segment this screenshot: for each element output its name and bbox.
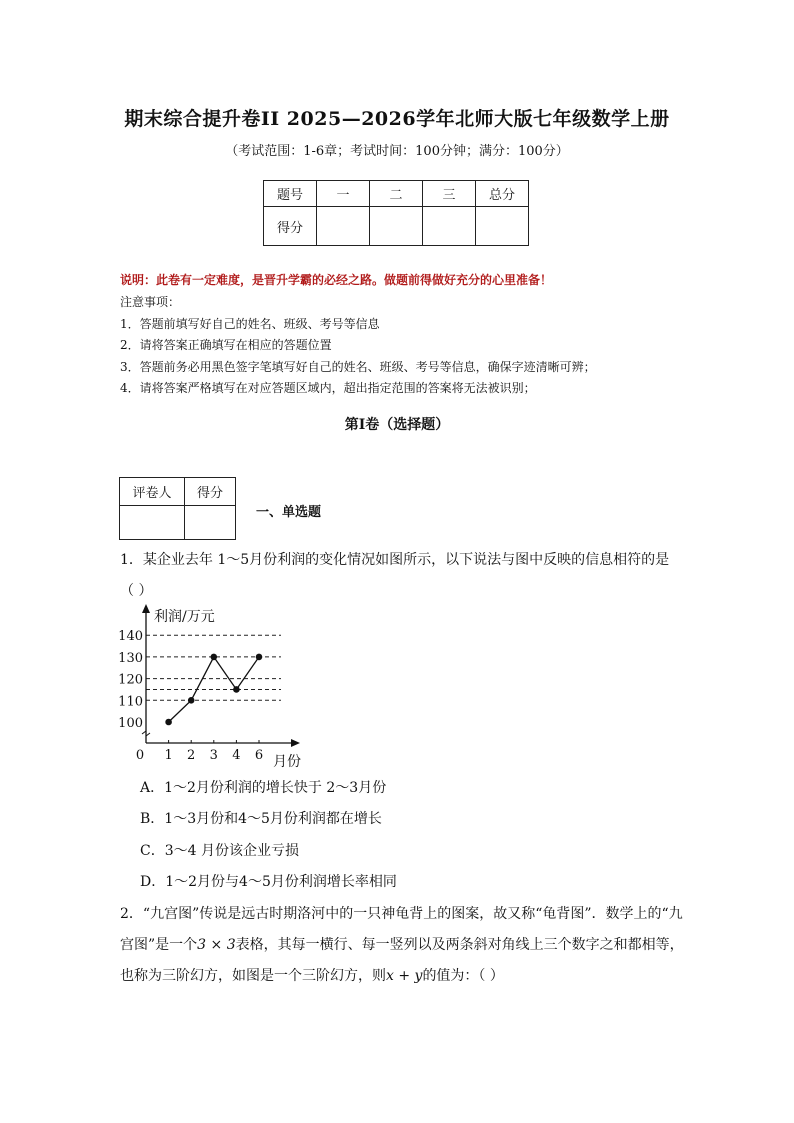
score-header-part3: 三 bbox=[423, 181, 476, 207]
y-axis-label: 利润/万元 bbox=[154, 609, 215, 625]
data-point bbox=[211, 654, 218, 661]
x-tick-label: 6 bbox=[254, 748, 264, 763]
question-1-stem: 1．某企业去年 1～5月份利润的变化情况如图所示，以下说法与图中反映的信息相符的是 bbox=[120, 552, 670, 568]
q2-text: 宫图”是一个 bbox=[120, 937, 198, 953]
profit-line-chart bbox=[118, 600, 308, 775]
score-cell[interactable] bbox=[370, 207, 423, 246]
y-tick-label: 140 bbox=[118, 629, 143, 645]
q2-text: 的值为：（ ） bbox=[422, 968, 504, 984]
q2-text: 也称为三阶幻方，如图是一个三阶幻方，则 bbox=[120, 968, 386, 984]
score-cell[interactable] bbox=[423, 207, 476, 246]
grader-header: 评卷人 bbox=[120, 478, 185, 506]
instructions bbox=[120, 292, 596, 400]
instruction-item: 2．请将答案正确填写在相应的答题位置 bbox=[120, 338, 332, 352]
grader-cell[interactable] bbox=[185, 506, 236, 540]
question-2-line-2 bbox=[120, 934, 684, 954]
x-tick-label: 3 bbox=[209, 748, 218, 763]
question-1-answer-blank: （ ） bbox=[120, 583, 153, 599]
question-2-line-3 bbox=[120, 965, 504, 985]
x-tick-label: 1 bbox=[164, 748, 173, 763]
grader-score-header: 得分 bbox=[185, 478, 236, 506]
instructions-heading: 注意事项： bbox=[120, 295, 181, 309]
x-axis-label: 月份 bbox=[273, 754, 301, 770]
question-2-line-1: 2．“九宫图”传说是远古时期洛河中的一只神龟背上的图案，故又称“龟背图”．数学上的“九 bbox=[120, 906, 683, 922]
x-tick-label: 4 bbox=[232, 748, 241, 763]
section-title: 第I卷（选择题） bbox=[344, 417, 450, 433]
option-a[interactable]: A．1～2月份利润的增长快于 2～3月份 bbox=[140, 780, 387, 796]
score-header-part1: 一 bbox=[317, 181, 370, 207]
instruction-item: 4．请将答案严格填写在对应答题区域内，超出指定范围的答案将无法被识别； bbox=[120, 381, 536, 395]
y-axis-arrow bbox=[142, 604, 150, 613]
y-tick-label: 130 bbox=[118, 650, 143, 666]
difficulty-note: 说明：此卷有一定难度，是晋升学霸的必经之路。做题前得做好充分的心里准备！ bbox=[120, 273, 553, 287]
score-header-number: 题号 bbox=[264, 181, 317, 207]
axis-break bbox=[142, 731, 150, 736]
score-table bbox=[263, 180, 529, 246]
instruction-item: 1．答题前填写好自己的姓名、班级、考号等信息 bbox=[120, 316, 380, 331]
data-point bbox=[165, 719, 172, 726]
data-point bbox=[233, 686, 240, 693]
option-b[interactable]: B．1～3月份和4～5月份利润都在增长 bbox=[140, 811, 382, 827]
y-tick-label: 110 bbox=[118, 694, 143, 710]
instruction-item: 3．答题前务必用黑色签字笔填写好自己的姓名、班级、考号等信息，确保字迹清晰可辨； bbox=[120, 359, 596, 374]
origin-label: 0 bbox=[135, 748, 145, 763]
q2-text: 表格，其每一横行、每一竖列以及两条斜对角线上三个数字之和都相等， bbox=[235, 937, 684, 953]
data-point bbox=[188, 697, 195, 704]
score-header-total: 总分 bbox=[476, 181, 529, 207]
grader-table bbox=[119, 477, 236, 540]
exam-info: （考试范围：1-6章；考试时间：100分钟；满分：100分） bbox=[225, 144, 569, 159]
score-header-part2: 二 bbox=[370, 181, 423, 207]
grader-cell[interactable] bbox=[120, 506, 185, 540]
data-point bbox=[256, 654, 263, 661]
page-title: 期末综合提升卷II 2025—2026学年北师大版七年级数学上册 bbox=[124, 108, 670, 130]
x-tick-label: 2 bbox=[187, 748, 196, 763]
y-tick-label: 120 bbox=[118, 672, 143, 688]
score-cell[interactable] bbox=[476, 207, 529, 246]
score-cell[interactable] bbox=[317, 207, 370, 246]
x-axis-arrow bbox=[291, 739, 300, 747]
option-d[interactable]: D．1～2月份与4～5月份利润增长率相同 bbox=[140, 874, 397, 890]
y-tick-label: 100 bbox=[118, 716, 143, 731]
q2-math-size: 3 × 3 bbox=[197, 937, 236, 953]
score-row-label: 得分 bbox=[264, 207, 317, 246]
part-title: 一、单选题 bbox=[256, 505, 322, 520]
option-c[interactable]: C．3～4 月份该企业亏损 bbox=[140, 843, 299, 859]
q2-math-expr: x + y bbox=[386, 968, 423, 984]
